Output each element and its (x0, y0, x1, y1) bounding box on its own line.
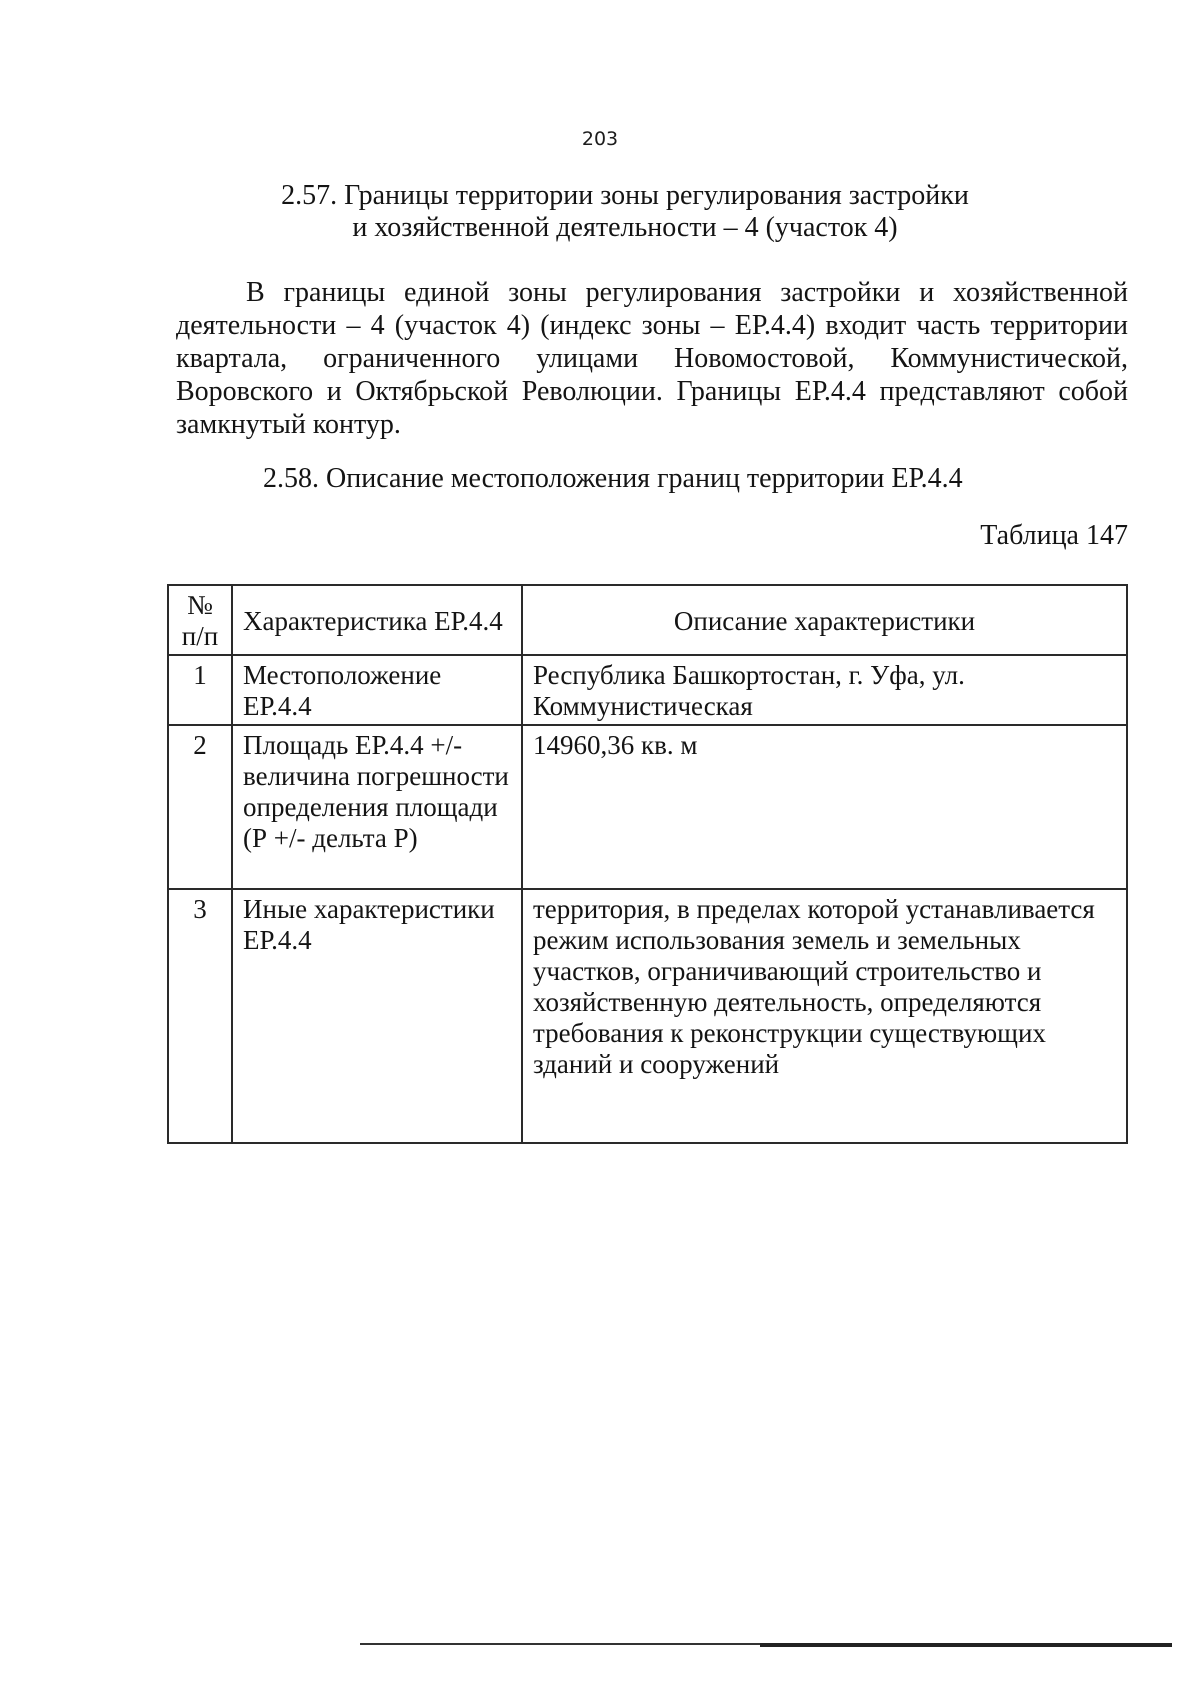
row-characteristic: Иные характеристики ЕР.4.4 (232, 889, 522, 1143)
header-description: Описание характеристики (522, 585, 1127, 655)
section-title-line-2: и хозяйственной деятельности – 4 (участок 4) (352, 212, 898, 243)
row-description: территория, в пределах которой устанавливается режим использования земель и земельных участков, ограничивающий строительство и хозяйственную деятельность, определяются требования к реконструкции существующих зданий и сооружений (522, 889, 1127, 1143)
table-row (168, 725, 1127, 889)
section-title (170, 180, 1080, 244)
header-number (168, 585, 232, 655)
page-number: 203 (581, 128, 619, 150)
intro-paragraph: В границы единой зоны регулирования застройки и хозяйственной деятельности – 4 (участок 4) (индекс зоны – ЕР.4.4) входит часть территории квартала, ограниченного улицами Новомостовой, Коммунистической, Воровского и Октябрьской Революции. Границы ЕР.4.4 представляют собой замкнутый контур. (176, 277, 1128, 440)
table-row (168, 889, 1127, 1143)
section-title-line-1: 2.57. Границы территории зоны регулирования застройки (281, 180, 969, 211)
row-description: Республика Башкортостан, г. Уфа, ул. Коммунистическая (522, 655, 1127, 725)
row-number: 2 (168, 725, 232, 889)
row-number: 1 (168, 655, 232, 725)
characteristics-table (167, 584, 1128, 1144)
row-number: 3 (168, 889, 232, 1143)
header-characteristic: Характеристика ЕР.4.4 (232, 585, 522, 655)
table-header-row (168, 585, 1127, 655)
footer-rule-thick (760, 1643, 1172, 1647)
table-row (168, 655, 1127, 725)
row-characteristic: Площадь ЕР.4.4 +/- величина погрешности определения площади (Р +/- дельта Р) (232, 725, 522, 889)
header-number-line-1: № (187, 590, 213, 620)
row-characteristic: Местоположение ЕР.4.4 (232, 655, 522, 725)
header-number-line-2: п/п (181, 621, 219, 651)
subsection-title: 2.58. Описание местоположения границ территории ЕР.4.4 (263, 463, 963, 494)
table-caption: Таблица 147 (980, 520, 1128, 551)
row-description: 14960,36 кв. м (522, 725, 1127, 889)
